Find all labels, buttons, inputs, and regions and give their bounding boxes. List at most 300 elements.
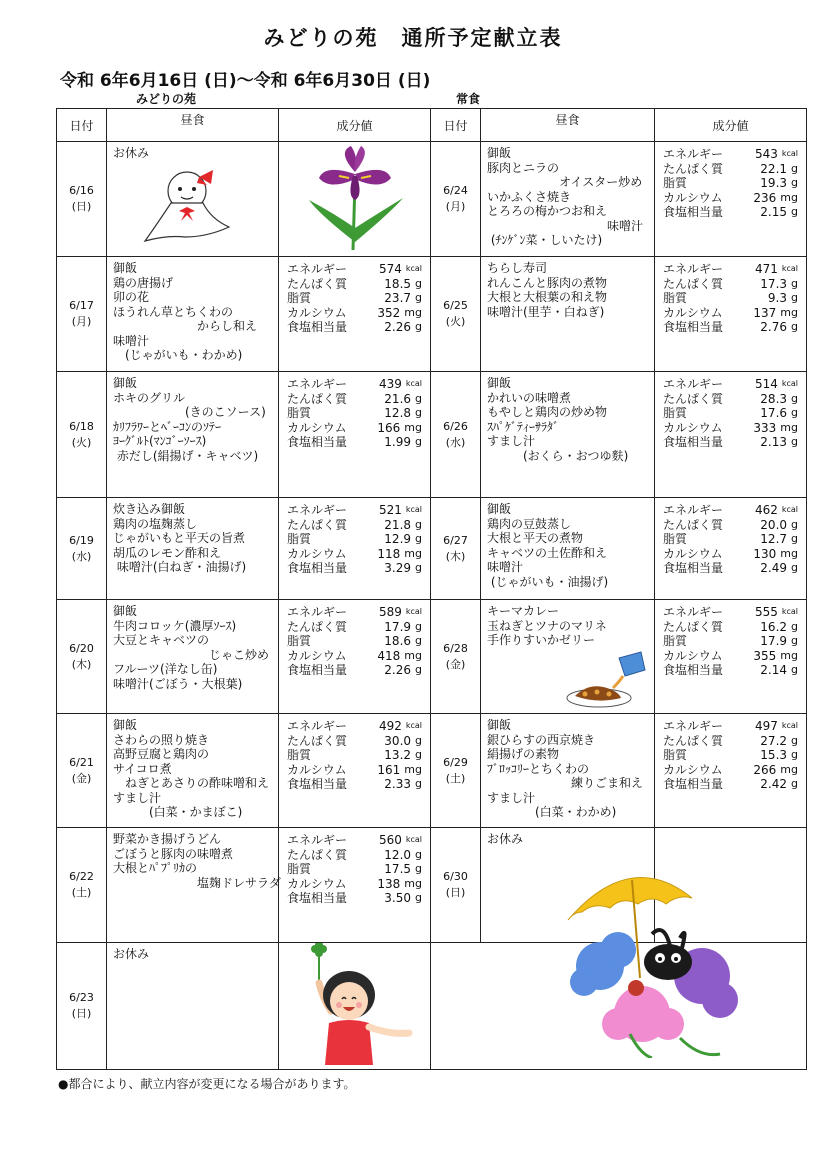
nutrition-row — [663, 191, 798, 206]
nutrient-value: 352 — [377, 305, 401, 320]
date-cell — [57, 142, 107, 257]
nutrient-value: 27.2 — [760, 733, 788, 748]
nutrient-unit: mg — [404, 762, 422, 776]
nutrient-label: カルシウム — [287, 762, 347, 777]
nutrient-value: 138 — [377, 876, 401, 891]
nutrition-row — [663, 649, 798, 664]
table-row — [57, 372, 807, 498]
date-label: 6/24 — [443, 184, 468, 197]
nutrient-label: 食塩相当量 — [287, 777, 348, 791]
nutrient-value: 1.99 — [384, 435, 412, 449]
header-lunch-label: 昼食 — [180, 113, 205, 127]
nutrient-unit: g — [791, 176, 798, 189]
nutrition-row — [287, 518, 422, 533]
nutrient-label: 脂質 — [663, 291, 688, 305]
nutrient-label: たんぱく質 — [663, 733, 724, 748]
nutrient-unit: g — [791, 391, 798, 405]
nutrient-unit: mg — [780, 546, 798, 560]
nutrient-unit: mg — [780, 648, 798, 662]
nutrient-unit: kcal — [781, 264, 798, 273]
nutrient-value: 2.14 — [760, 663, 788, 677]
nutrient-value: 2.49 — [760, 561, 788, 575]
nutrient-label: カルシウム — [287, 305, 347, 320]
nutrient-label: エネルギー — [663, 503, 724, 517]
date-label: 6/19 — [69, 533, 94, 547]
lunch-cell — [481, 257, 655, 372]
nutrient-value: 543 — [754, 147, 778, 161]
lunch-cell — [107, 600, 279, 714]
nutrient-value: 555 — [754, 605, 778, 619]
date-cell — [57, 498, 107, 600]
nutrient-label: エネルギー — [663, 262, 724, 276]
nutrient-label: 脂質 — [287, 406, 312, 420]
nutrient-label: 脂質 — [287, 748, 312, 762]
nutrition-row — [663, 634, 798, 649]
header-nutrition-right: 成分値 — [655, 109, 807, 142]
lunch-cell — [107, 943, 279, 1070]
nutrient-unit: kcal — [781, 505, 798, 514]
date-cell — [431, 828, 481, 943]
nutrition-row — [663, 435, 798, 450]
nutrient-label: 脂質 — [287, 532, 312, 546]
weekday-label: (水) — [445, 435, 466, 449]
nutrient-label: たんぱく質 — [663, 391, 724, 406]
nutrient-value: 166 — [377, 420, 401, 435]
nutrient-unit: g — [791, 748, 798, 761]
nutrient-unit: g — [415, 406, 422, 419]
nutrient-value: 333 — [753, 420, 777, 435]
nutrition-row — [287, 877, 422, 892]
nutrition-cell — [279, 828, 431, 943]
nutrient-unit: g — [415, 291, 422, 304]
nutrient-value: 23.7 — [384, 291, 412, 305]
table-row — [57, 714, 807, 828]
nutrient-label: 脂質 — [663, 634, 688, 648]
nutrient-label: エネルギー — [287, 262, 348, 276]
nutrient-value: 130 — [753, 546, 777, 561]
nutrient-value: 21.6 — [384, 391, 412, 406]
menu-text: ちらし寿司 れんこんと豚肉の煮物 大根と大根葉の和え物 味噌汁(里芋・白ねぎ) — [487, 261, 608, 319]
nutrition-row — [287, 734, 422, 749]
nutrient-unit: g — [791, 161, 798, 175]
nutrient-unit: kcal — [781, 721, 798, 730]
menu-text: 御飯 牛肉コロッケ(濃厚ｿｰｽ) 大豆とキャベツの じゃこ炒め フルーツ(洋なし缶) 味噌汁(ごぼう・大根葉) — [113, 604, 270, 691]
weekday-label: (火) — [71, 435, 92, 449]
date-cell — [431, 257, 481, 372]
nutrition-row — [663, 277, 798, 292]
nutrient-label: カルシウム — [663, 190, 723, 205]
nutrition-row — [287, 377, 422, 392]
date-cell — [57, 828, 107, 943]
facility-name: みどりの苑 — [136, 92, 197, 106]
nutrient-unit: mg — [404, 420, 422, 434]
nutrient-unit: g — [791, 777, 798, 790]
nutrition-row — [663, 777, 798, 792]
nutrient-value: 18.5 — [384, 276, 412, 291]
nutrient-value: 12.8 — [384, 406, 412, 420]
nutrition-row — [287, 392, 422, 407]
nutrient-label: エネルギー — [287, 503, 348, 517]
nutrient-label: 脂質 — [663, 532, 688, 546]
nutrient-unit: g — [415, 435, 422, 448]
date-label: 6/16 — [69, 184, 94, 197]
nutrition-row — [663, 734, 798, 749]
nutrient-label: 脂質 — [663, 748, 688, 762]
nutrient-value: 15.3 — [760, 748, 788, 762]
nutrient-label: 食塩相当量 — [663, 561, 724, 575]
nutrient-label: たんぱく質 — [663, 161, 724, 176]
nutrient-unit: kcal — [781, 607, 798, 616]
nutrition-cell — [655, 714, 807, 828]
nutrient-label: たんぱく質 — [663, 517, 724, 532]
nutrient-value: 462 — [754, 503, 778, 517]
nutrition-row — [287, 561, 422, 576]
nutrient-label: たんぱく質 — [287, 391, 348, 406]
nutrient-unit: g — [415, 748, 422, 761]
header-nutrition: 成分値 — [279, 109, 431, 142]
nutrient-unit: g — [415, 847, 422, 861]
nutrient-label: 脂質 — [663, 406, 688, 420]
nutrition-row — [287, 777, 422, 792]
weekday-label: (日) — [445, 886, 466, 899]
nutrient-value: 12.9 — [384, 532, 412, 546]
nutrition-row — [287, 435, 422, 450]
date-cell — [431, 372, 481, 498]
nutrient-label: エネルギー — [663, 147, 724, 161]
nutrient-value: 161 — [377, 762, 401, 777]
nutrition-cell — [279, 498, 431, 600]
nutrition-row — [663, 291, 798, 306]
weekday-label: (日) — [71, 1007, 92, 1020]
nutrient-value: 12.7 — [760, 532, 788, 546]
teru-teru-bozu-icon — [137, 165, 237, 247]
nutrition-row — [287, 306, 422, 321]
nutrient-unit: g — [791, 663, 798, 676]
nutrient-value: 439 — [378, 377, 402, 391]
date-label: 6/26 — [443, 419, 468, 433]
menu-text: 御飯 銀ひらすの西京焼き 絹揚げの素物 ﾌﾞﾛｯｺﾘｰとちくわの 練りごま和え すまし汁 (白菜・わかめ) — [487, 718, 644, 819]
nutrient-label: たんぱく質 — [663, 619, 724, 634]
nutrient-value: 118 — [377, 546, 401, 561]
date-label: 6/29 — [443, 755, 468, 769]
nutrition-row — [663, 421, 798, 436]
nutrition-row — [287, 833, 422, 848]
header-lunch-label-right: 昼食 — [555, 113, 580, 127]
nutrient-unit: mg — [404, 648, 422, 662]
nutrient-label: カルシウム — [663, 762, 723, 777]
nutrient-unit: g — [415, 517, 422, 531]
nutrient-value: 2.42 — [760, 777, 788, 791]
nutrient-unit: kcal — [405, 607, 422, 616]
nutrient-unit: g — [791, 561, 798, 574]
nutrition-cell — [655, 498, 807, 600]
nutrition-row — [663, 561, 798, 576]
nutrient-label: エネルギー — [287, 377, 348, 391]
nutrient-label: エネルギー — [287, 605, 348, 619]
nutrition-row — [663, 547, 798, 562]
nutrient-label: エネルギー — [287, 719, 348, 733]
table-row — [57, 142, 807, 257]
date-cell — [431, 714, 481, 828]
nutrient-label: カルシウム — [663, 305, 723, 320]
nutrient-value: 574 — [378, 262, 402, 276]
nutrient-label: 食塩相当量 — [663, 777, 724, 791]
nutrient-label: 脂質 — [663, 176, 688, 190]
lunch-cell — [107, 257, 279, 372]
table-row — [57, 600, 807, 714]
menu-text: お休み — [113, 947, 150, 961]
menu-text: 御飯 豚肉とニラの オイスター炒め いかふくさ焼き とろろの梅かつお和え 味噌汁 (ﾁﾝｹﾞﾝ菜・しいたけ) — [487, 146, 644, 247]
nutrient-unit: g — [415, 634, 422, 647]
nutrient-value: 2.26 — [384, 320, 412, 334]
nutrient-unit: kcal — [781, 149, 798, 158]
nutrition-row — [287, 862, 422, 877]
nutrient-unit: g — [791, 276, 798, 290]
nutrient-value: 355 — [753, 648, 777, 663]
weekday-label: (木) — [445, 549, 466, 563]
nutrient-label: カルシウム — [287, 546, 347, 561]
header-lunch-right — [481, 109, 655, 142]
lunch-cell — [481, 372, 655, 498]
nutrient-value: 137 — [753, 305, 777, 320]
date-cell — [57, 714, 107, 828]
nutrient-value: 12.0 — [384, 847, 412, 862]
nutrition-row — [663, 605, 798, 620]
nutrient-label: エネルギー — [663, 719, 724, 733]
date-cell — [57, 372, 107, 498]
nutrient-value: 2.26 — [384, 663, 412, 677]
page-title: みどりの苑 通所予定献立表 — [263, 26, 563, 50]
nutrition-row — [287, 634, 422, 649]
nutrition-cell — [655, 600, 807, 714]
nutrition-cell — [279, 714, 431, 828]
weekday-label: (土) — [71, 886, 92, 899]
nutrient-unit: g — [791, 320, 798, 333]
nutrient-value: 19.3 — [760, 176, 788, 190]
nutrient-unit: kcal — [405, 835, 422, 844]
nutrient-unit: g — [415, 619, 422, 633]
nutrient-unit: g — [791, 205, 798, 218]
nutrient-label: たんぱく質 — [287, 847, 348, 862]
nutrition-row — [287, 891, 422, 906]
lunch-cell — [481, 600, 655, 714]
nutrient-value: 492 — [378, 719, 402, 733]
nutrition-row — [663, 406, 798, 421]
menu-text: 御飯 さわらの照り焼き 高野豆腐と鶏肉の サイコロ煮 ねぎとあさりの酢味噌和え すまし汁 (白菜・かまぼこ) — [113, 718, 270, 819]
date-label: 6/21 — [69, 755, 94, 769]
nutrient-label: 脂質 — [287, 291, 312, 305]
nutrient-value: 2.15 — [760, 205, 788, 219]
menu-text: 御飯 ホキのグリル (きのこソース) ｶﾘﾌﾗﾜｰとﾍﾞｰｺﾝのｿﾃｰ ﾖｰｸﾞﾙﾄ(ﾏﾝｺﾞｰｿｰｽ) 赤だし(絹揚げ・キャベツ) — [113, 376, 266, 463]
nutrient-value: 3.50 — [384, 891, 412, 905]
nutrition-row — [663, 377, 798, 392]
nutrient-label: たんぱく質 — [287, 619, 348, 634]
nutrient-label: 食塩相当量 — [287, 435, 348, 449]
nutrition-row — [287, 719, 422, 734]
nutrient-label: 脂質 — [287, 862, 312, 876]
nutrient-label: カルシウム — [287, 648, 347, 663]
weekday-label: (月) — [71, 315, 92, 328]
nutrient-value: 17.3 — [760, 276, 788, 291]
lunch-cell — [481, 714, 655, 828]
nutrition-row — [287, 532, 422, 547]
lunch-cell — [481, 142, 655, 257]
table-header-row — [57, 109, 807, 142]
nutrition-row — [287, 663, 422, 678]
nutrient-label: エネルギー — [663, 605, 724, 619]
nutrition-cell — [655, 142, 807, 257]
nutrient-label: エネルギー — [663, 377, 724, 391]
nutrition-row — [663, 503, 798, 518]
nutrition-row — [287, 503, 422, 518]
nutrition-row — [287, 848, 422, 863]
lunch-cell — [481, 498, 655, 600]
menu-text: 御飯 かれいの味噌煮 もやしと鶏肉の炒め物 ｽﾊﾟｹﾞﾃｨｰｻﾗﾀﾞ すまし汁 (おくら・おつゆ麩) — [487, 376, 629, 463]
nutrient-value: 521 — [378, 503, 402, 517]
nutrition-row — [663, 320, 798, 335]
nutrition-row — [663, 719, 798, 734]
nutrient-unit: mg — [404, 305, 422, 319]
nutrition-row — [287, 320, 422, 335]
nutrient-unit: g — [791, 517, 798, 531]
date-label: 6/30 — [443, 870, 468, 883]
nutrient-value: 18.6 — [384, 634, 412, 648]
nutrient-value: 28.3 — [760, 391, 788, 406]
nutrient-value: 2.76 — [760, 320, 788, 334]
curry-and-jelly-icon — [561, 648, 651, 710]
nutrition-cell — [655, 257, 807, 372]
weekday-label: (水) — [71, 549, 92, 563]
nutrition-row — [663, 748, 798, 763]
nutrition-row — [287, 291, 422, 306]
lunch-cell — [107, 142, 279, 257]
nutrient-label: エネルギー — [287, 833, 348, 847]
nutrient-label: カルシウム — [663, 420, 723, 435]
weekday-label: (木) — [71, 657, 92, 671]
nutrient-value: 266 — [753, 762, 777, 777]
nutrient-value: 9.3 — [767, 291, 788, 305]
nutrient-value: 2.13 — [760, 435, 788, 449]
nutrient-label: たんぱく質 — [287, 733, 348, 748]
nutrition-row — [663, 176, 798, 191]
nutrition-row — [663, 763, 798, 778]
nutrient-unit: g — [415, 276, 422, 290]
lunch-cell — [107, 372, 279, 498]
nutrient-value: 13.2 — [384, 748, 412, 762]
nutrient-value: 17.9 — [384, 619, 412, 634]
nutrient-value: 471 — [754, 262, 778, 276]
weekday-label: (日) — [71, 200, 92, 213]
girl-with-clover-icon — [279, 943, 429, 1065]
menu-text: キーマカレー 玉ねぎとツナのマリネ 手作りすいかゼリー — [487, 604, 607, 647]
nutrition-cell — [279, 257, 431, 372]
nutrient-value: 560 — [378, 833, 402, 847]
nutrition-row — [663, 162, 798, 177]
lunch-cell — [107, 714, 279, 828]
nutrient-unit: g — [415, 320, 422, 333]
nutrient-unit: g — [415, 532, 422, 545]
date-label: 6/18 — [69, 419, 94, 433]
nutrient-value: 589 — [378, 605, 402, 619]
nutrition-row — [663, 532, 798, 547]
nutrient-value: 418 — [377, 648, 401, 663]
nutrient-unit: mg — [780, 190, 798, 204]
date-cell — [57, 943, 107, 1070]
table-row — [57, 498, 807, 600]
date-cell — [57, 257, 107, 372]
nutrient-unit: mg — [404, 546, 422, 560]
nutrition-row — [663, 518, 798, 533]
illustration-cell — [279, 142, 431, 257]
nutrient-value: 2.33 — [384, 777, 412, 791]
nutrition-row — [287, 605, 422, 620]
lunch-cell — [107, 498, 279, 600]
nutrition-row — [663, 620, 798, 635]
nutrient-unit: g — [791, 291, 798, 304]
nutrient-label: たんぱく質 — [287, 276, 348, 291]
nutrition-row — [287, 406, 422, 421]
table-row — [57, 257, 807, 372]
nutrient-unit: kcal — [781, 379, 798, 388]
nutrient-label: たんぱく質 — [287, 517, 348, 532]
date-cell — [57, 600, 107, 714]
nutrition-row — [663, 262, 798, 277]
nutrient-label: 食塩相当量 — [287, 561, 348, 575]
nutrition-row — [287, 748, 422, 763]
nutrient-unit: g — [791, 532, 798, 545]
menu-text: 炊き込み御飯 鶏肉の塩麹蒸し じゃがいもと平天の旨煮 胡瓜のレモン酢和え 味噌汁(白ねぎ・油揚げ) — [113, 502, 247, 574]
date-cell — [431, 600, 481, 714]
weekday-label: (月) — [445, 200, 466, 213]
nutrition-row — [287, 547, 422, 562]
nutrient-value: 22.1 — [760, 161, 788, 176]
nutrition-cell — [279, 600, 431, 714]
nutrient-unit: g — [415, 733, 422, 747]
nutrient-value: 30.0 — [384, 733, 412, 748]
nutrient-value: 16.2 — [760, 619, 788, 634]
nutrient-unit: kcal — [405, 379, 422, 388]
nutrient-label: 脂質 — [287, 634, 312, 648]
nutrient-label: 食塩相当量 — [287, 320, 348, 334]
nutrient-label: カルシウム — [663, 546, 723, 561]
nutrition-row — [287, 421, 422, 436]
date-cell — [431, 498, 481, 600]
header-lunch — [107, 109, 279, 142]
nutrition-row — [663, 663, 798, 678]
date-label: 6/28 — [443, 641, 468, 655]
nutrient-unit: mg — [780, 762, 798, 776]
nutrient-unit: mg — [780, 420, 798, 434]
nutrition-cell — [279, 372, 431, 498]
nutrition-row — [663, 306, 798, 321]
nutrition-row — [663, 392, 798, 407]
date-cell — [431, 142, 481, 257]
date-label: 6/23 — [69, 991, 94, 1004]
nutrient-label: カルシウム — [287, 420, 347, 435]
nutrient-value: 21.8 — [384, 517, 412, 532]
nutrient-unit: kcal — [405, 505, 422, 514]
nutrient-label: 食塩相当量 — [287, 663, 348, 677]
nutrition-row — [663, 147, 798, 162]
nutrient-label: 食塩相当量 — [287, 891, 348, 905]
nutrient-value: 17.5 — [384, 862, 412, 876]
hydrangea-umbrella-icon — [560, 858, 750, 1058]
nutrition-cell — [655, 372, 807, 498]
nutrient-unit: g — [791, 435, 798, 448]
nutrient-unit: g — [791, 634, 798, 647]
nutrient-unit: g — [415, 663, 422, 676]
nutrient-value: 497 — [754, 719, 778, 733]
